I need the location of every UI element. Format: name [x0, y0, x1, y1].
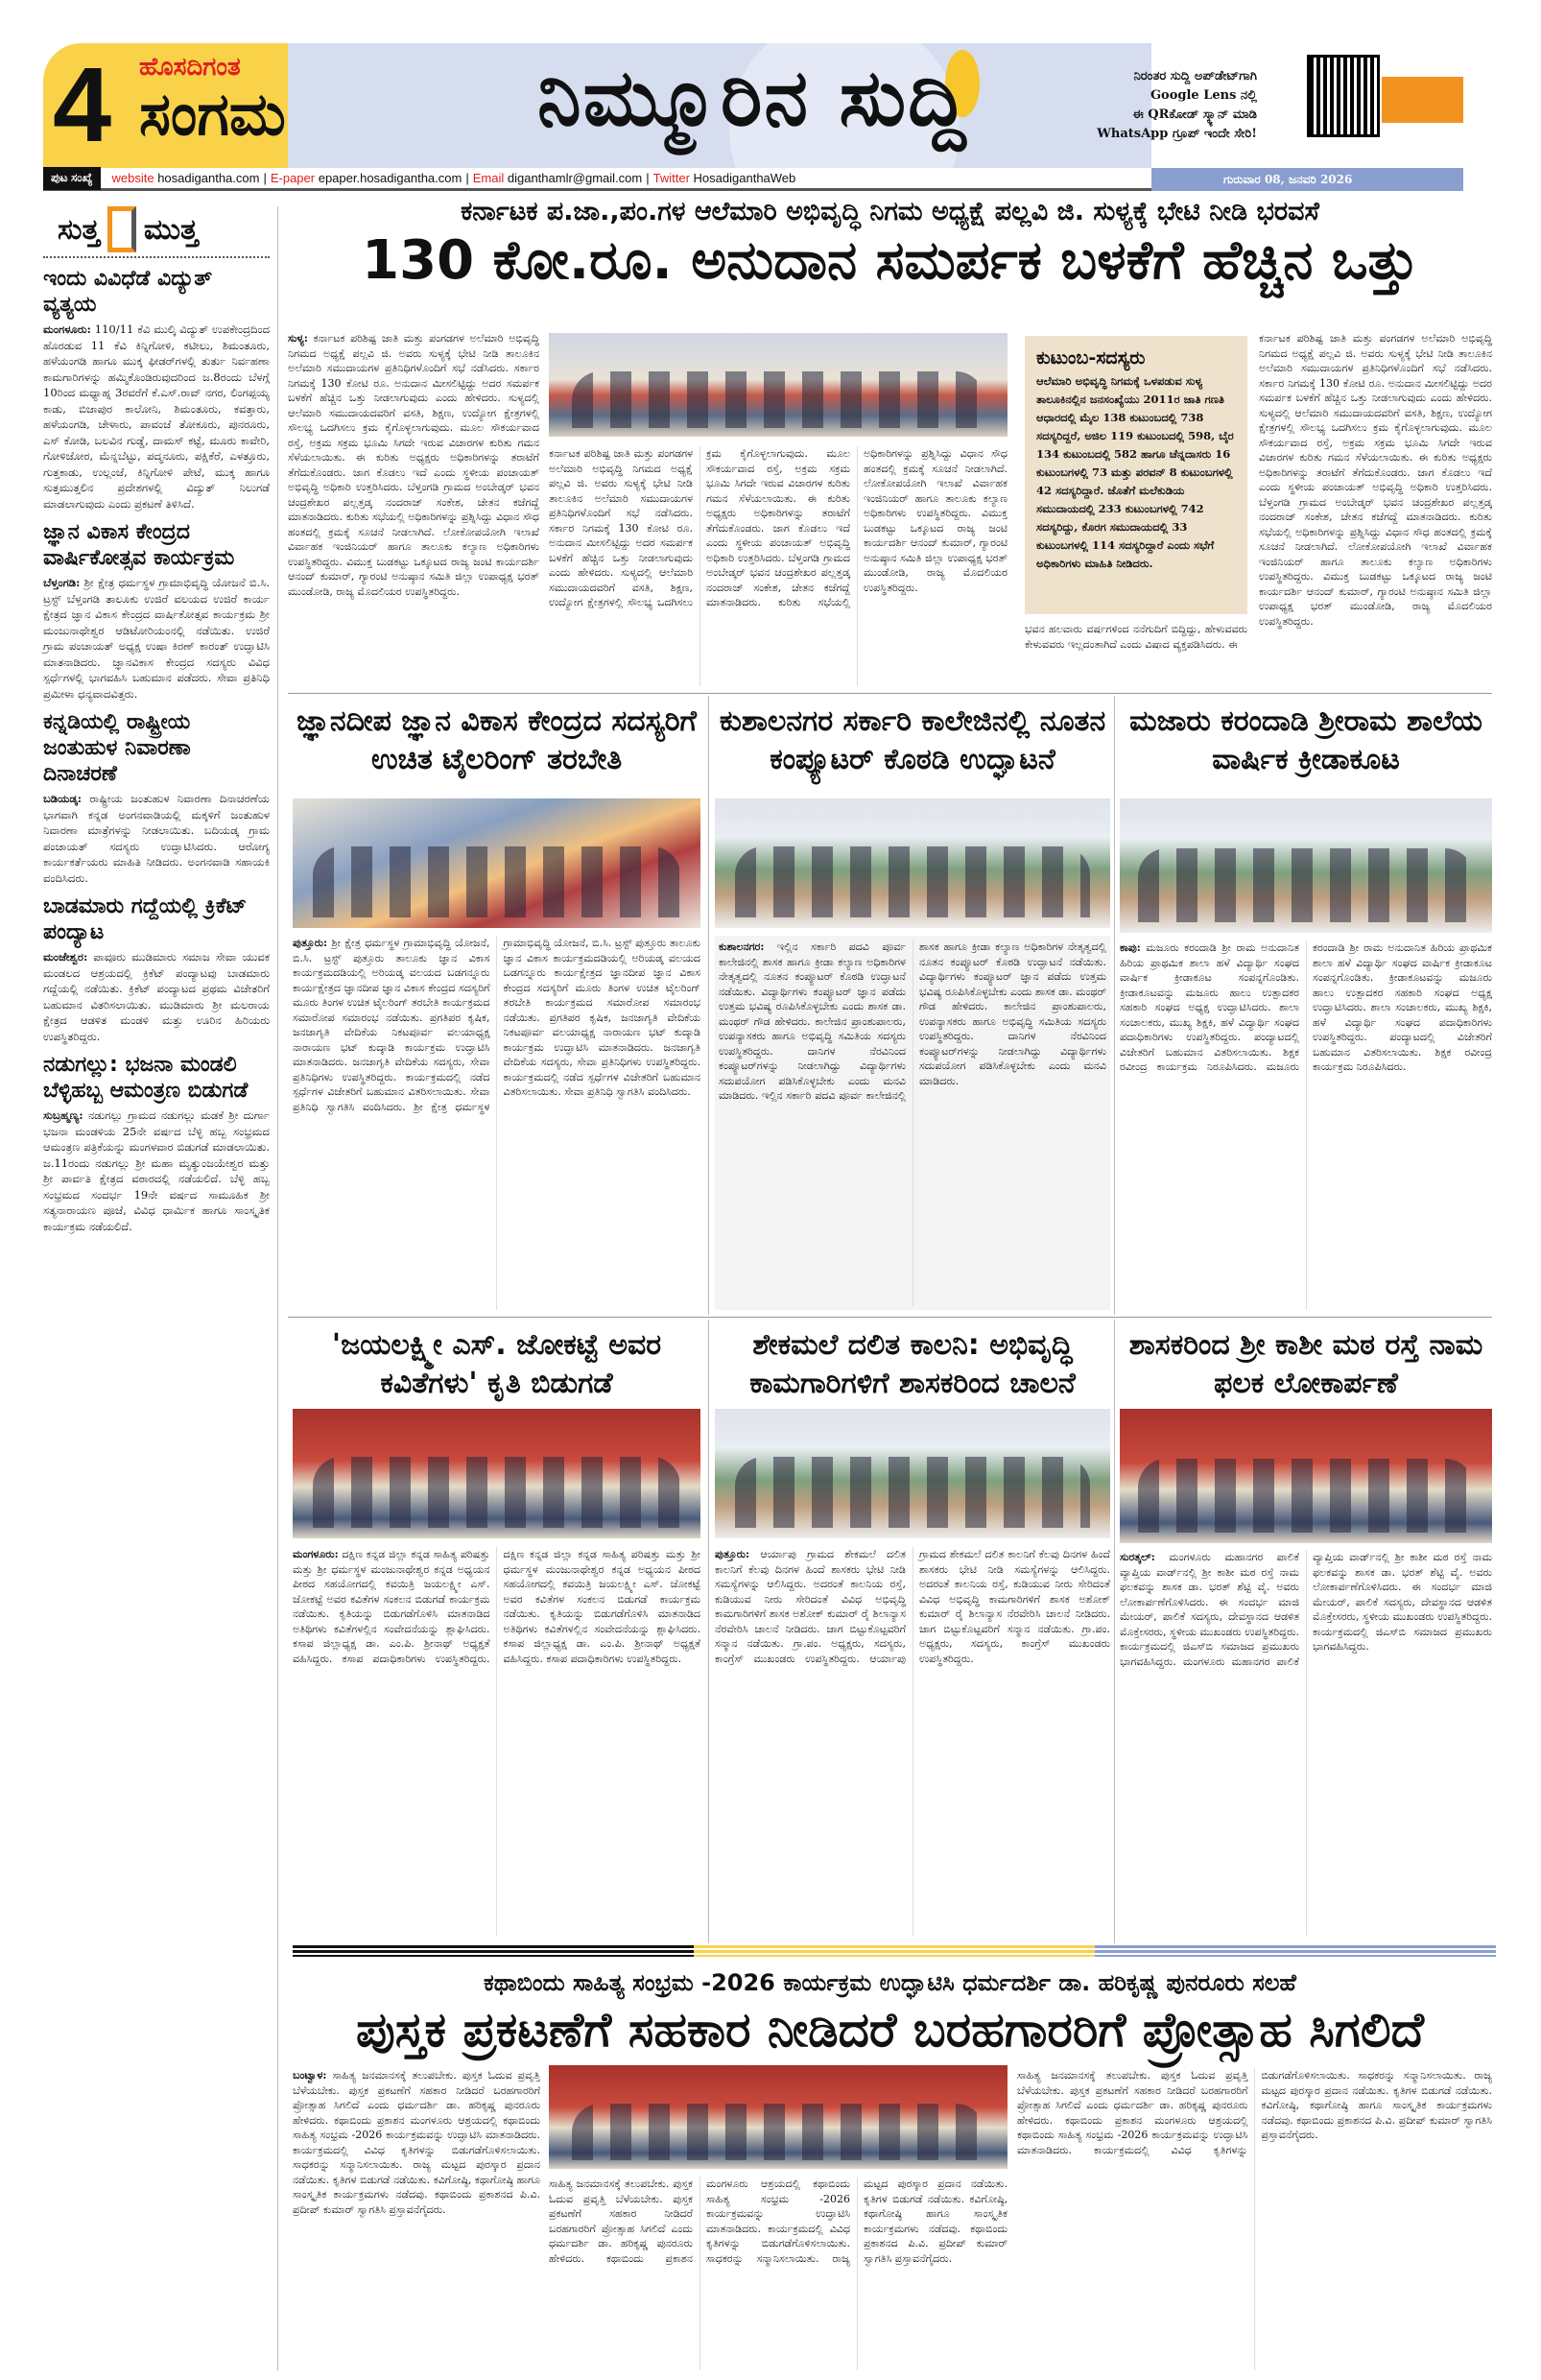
divider	[708, 1320, 709, 1943]
lead-story-last-column	[1259, 331, 1492, 686]
bottom-text-continued: ಸಾಹಿತ್ಯ ಜನಮಾನಸಕ್ಕೆ ತಲುಪಬೇಕು. ಪುಸ್ತಕ ಓದುವ ಪ್ರವೃತ್ತಿ ಬೆಳೆಯಬೇಕು. ಪುಸ್ತಕ ಪ್ರಕಟಣೆಗೆ ಸಹಕಾರ ನೀಡಿದರೆ ಬರಹಗಾರರಿಗೆ ಪ್ರೋತ್ಸಾಹ ಸಿಗಲಿದೆ ಎಂದು ಧರ್ಮದರ್ಶಿ ಡಾ. ಹರಿಕೃಷ್ಣ ಪುನರೂರು ಹೇಳಿದರು. ಕಥಾಬಿಂದು ಪ್ರಕಾಶನ ಮಂಗಳೂರು ಆಶ್ರಯದಲ್ಲಿ ಕಥಾಬಿಂದು ಸಾಹಿತ್ಯ ಸಂಭ್ರಮ -2026 ಕಾರ್ಯಕ್ರಮವನ್ನು ಉದ್ಘಾಟಿಸಿ ಮಾತನಾಡಿದರು. ಕಾರ್ಯಕ್ರಮದಲ್ಲಿ ವಿವಿಧ ಕೃತಿಗಳನ್ನು ಬಿಡುಗಡೆಗೊಳಿಸಲಾಯಿತು. ಸಾಧಕರನ್ನು ಸನ್ಮಾನಿಸಲಾಯಿತು. ರಾಜ್ಯ ಮಟ್ಟದ ಪುರಸ್ಕಾರ ಪ್ರದಾನ ನಡೆಯಿತು. ಕೃತಿಗಳ ಬಿಡುಗಡೆ ನಡೆಯಿತು. ಕವಿಗೋಷ್ಠಿ, ಕಥಾಗೋಷ್ಠಿ ಹಾಗೂ ಸಾಂಸ್ಕೃತಿಕ ಕಾರ್ಯಕ್ರಮಗಳು ನಡೆದವು. ಕಥಾಬಿಂದು ಪ್ರಕಾಶನದ ಪಿ.ವಿ. ಪ್ರದೀಪ್ ಕುಮಾರ್ ಸ್ವಾಗತಿಸಿ ಪ್ರಸ್ತಾವನೆಗೈದರು.	[549, 2178, 1008, 2265]
bottom-story-body-continued	[549, 2177, 1008, 2370]
story-body	[293, 1547, 700, 1936]
story-photo	[1120, 798, 1492, 933]
divider	[288, 693, 1492, 694]
divider	[1114, 696, 1115, 1315]
story-text-continued: ದಕ್ಷಿಣ ಕನ್ನಡ ಜಿಲ್ಲಾ ಕನ್ನಡ ಸಾಹಿತ್ಯ ಪರಿಷತ್ತು ಮತ್ತು ಶ್ರೀ ಧರ್ಮಸ್ಥಳ ಮಂಜುನಾಥೇಶ್ವರ ಕನ್ನಡ ಅಧ್ಯಯನ ಪೀಠದ ಸಹಯೋಗದಲ್ಲಿ ಕವಯಿತ್ರಿ ಜಯಲಕ್ಷ್ಮೀ ಎಸ್. ಜೋಕಟ್ಟೆ ಅವರ ಕವಿತೆಗಳ ಸಂಕಲನ ಬಿಡುಗಡೆ ಕಾರ್ಯಕ್ರಮ ನಡೆಯಿತು. ಕೃತಿಯನ್ನು ಬಿಡುಗಡೆಗೊಳಿಸಿ ಮಾತನಾಡಿದ ಅತಿಥಿಗಳು ಕವಿತೆಗಳಲ್ಲಿನ ಸಂವೇದನೆಯನ್ನು ಶ್ಲಾಘಿಸಿದರು. ಕಸಾಪ ಜಿಲ್ಲಾಧ್ಯಕ್ಷ ಡಾ. ಎಂ.ಪಿ. ಶ್ರೀನಾಥ್ ಅಧ್ಯಕ್ಷತೆ ವಹಿಸಿದ್ದರು. ಕಸಾಪ ಪದಾಧಿಕಾರಿಗಳು ಉಪಸ್ಥಿತರಿದ್ದರು.	[503, 1548, 700, 1665]
lead-text: ಕರ್ನಾಟಕ ಪರಿಶಿಷ್ಟ ಜಾತಿ ಮತ್ತು ಪಂಗಡಗಳ ಅಲೆಮಾರಿ ಅಭಿವೃದ್ಧಿ ನಿಗಮದ ಅಧ್ಯಕ್ಷೆ ಪಲ್ಲವಿ ಜಿ. ಅವರು ಸುಳ್ಯಕ್ಕೆ ಭೇಟಿ ನೀಡಿ ತಾಲೂಕಿನ ಅಲೆಮಾರಿ ಸಮುದಾಯಗಳ ಪ್ರತಿನಿಧಿಗಳೊಂದಿಗೆ ಸಭೆ ನಡೆಸಿದರು. ಸರ್ಕಾರ ನಿಗಮಕ್ಕೆ 130 ಕೋಟಿ ರೂ. ಅನುದಾನ ಮೀಸಲಿಟ್ಟಿದ್ದು ಅದರ ಸಮರ್ಪಕ ಬಳಕೆಗೆ ಹೆಚ್ಚಿನ ಒತ್ತು ನೀಡಲಾಗುವುದು ಎಂದು ಹೇಳಿದರು. ಸುಳ್ಯದಲ್ಲಿ ಆಲೆಮಾರಿ ಸಮುದಾಯದವರಿಗೆ ವಸತಿ, ಶಿಕ್ಷಣ, ಉದ್ಯೋಗ ಕ್ಷೇತ್ರಗಳಲ್ಲಿ ಸೌಲಭ್ಯ ಒದಗಿಸಲು ಕ್ರಮ ಕೈಗೊಳ್ಳಲಾಗುವುದು. ಮೂಲ ಸೌಕರ್ಯವಾದ ರಸ್ತೆ, ಅಕ್ರಮ ಸಕ್ರಮ ಭೂಮಿ ಸಿಗದೇ ಇರುವ ವಿಚಾರಗಳ ಕುರಿತು ಗಮನ ಸೆಳೆಯಲಾಯಿತು. ಈ ಕುರಿತು ಅಧ್ಯಕ್ಷರು ಅಧಿಕಾರಿಗಳನ್ನು ತರಾಟೆಗೆ ತೆಗೆದುಕೊಂಡರು. ಜಾಗ ಕೊಡಲು ಇದೆ ಎಂದು ಸ್ಥಳೀಯ ಪಂಚಾಯತ್ ಅಭಿವೃದ್ಧಿ ಅಧಿಕಾರಿ ಉತ್ತರಿಸಿದರು. ಬೆಳ್ತಂಗಡಿ ಗ್ರಾಮದ ಅಂಬೇಡ್ಕರ್ ಭವನ ಚಂದ್ರಶೇಖರ ಪಲ್ಲತ್ತಡ್ಕ ನಂದರಾಜ್ ಸಂಕೇಶ, ಚೇತನ ಕಜೆಗದ್ದೆ ಮಾತನಾಡಿದರು. ಕುರಿತು ಸಭೆಯಲ್ಲಿ ಅಧಿಕಾರಿಗಳನ್ನು ಪ್ರಶ್ನಿಸಿದ್ದು ವಿಧಾನ ಸೌಧ ಹಂತದಲ್ಲಿ ಕ್ರಮಕ್ಕೆ ಸೂಚನೆ ನೀಡಲಾಗಿದೆ. ಲೋಕೋಪಯೋಗಿ ಇಲಾಖೆ ವಿರ್ವಾಹಕ ಇಂಜಿನಿಯರ್ ಹಾಗೂ ತಾಲೂಕು ಕಲ್ಯಾಣ ಅಧಿಕಾರಿಗಳು ಉಪಸ್ಥಿತರಿದ್ದರು. ವಿಮುಕ್ತ ಬುಡಕಟ್ಟು ಒಕ್ಕೂಟದ ರಾಜ್ಯ ಜಂಟಿ ಕಾರ್ಯದರ್ಶಿ ಆನಂದ್ ಕುಮಾರ್, ಗ್ಯಾರಂಟಿ ಅನುಷ್ಠಾನ ಸಮಿತಿ ಜಿಲ್ಲಾ ಉಪಾಧ್ಯಕ್ಷ ಭರತ್ ಮುಂಡೋಡಿ, ರಾಜ್ಯ ಮೊದಲಿಯರ ಉಪಸ್ಥಿತರಿದ್ದರು.	[288, 332, 539, 598]
story-headline: ಶೇಕಮಲೆ ದಲಿತ ಕಾಲನಿ: ಅಭಿವೃದ್ಧಿ ಕಾಮಗಾರಿಗಳಿಗೆ ಶಾಸಕರಿಂದ ಚಾಲನೆ	[749, 1328, 1076, 1400]
bottom-headline: ಪುಸ್ತಕ ಪ್ರಕಟಣೆಗೆ ಸಹಕಾರ ನೀಡಿದರೆ ಬರಹಗಾರರಿಗೆ ಪ್ರೋತ್ಸಾಹ ಸಿಗಲಿದೆ	[356, 2002, 1424, 2058]
stripe-yellow	[694, 1945, 1095, 1957]
family-members-box	[1025, 336, 1247, 614]
dateline: ಪುತ್ತೂರು:	[715, 1548, 750, 1560]
qr-line: ಈ QRಕೋಡ್ ಸ್ಕ್ಯಾನ್ ಮಾಡಿ	[1132, 107, 1257, 122]
dateline: ಸುಳ್ಯ:	[288, 332, 308, 345]
lead-story-body-continued	[549, 446, 1008, 686]
lead-text-continued: ಕರ್ನಾಟಕ ಪರಿಶಿಷ್ಟ ಜಾತಿ ಮತ್ತು ಪಂಗಡಗಳ ಅಲೆಮಾರಿ ಅಭಿವೃದ್ಧಿ ನಿಗಮದ ಅಧ್ಯಕ್ಷೆ ಪಲ್ಲವಿ ಜಿ. ಅವರು ಸುಳ್ಯಕ್ಕೆ ಭೇಟಿ ನೀಡಿ ತಾಲೂಕಿನ ಅಲೆಮಾರಿ ಸಮುದಾಯಗಳ ಪ್ರತಿನಿಧಿಗಳೊಂದಿಗೆ ಸಭೆ ನಡೆಸಿದರು. ಸರ್ಕಾರ ನಿಗಮಕ್ಕೆ 130 ಕೋಟಿ ರೂ. ಅನುದಾನ ಮೀಸಲಿಟ್ಟಿದ್ದು ಅದರ ಸಮರ್ಪಕ ಬಳಕೆಗೆ ಹೆಚ್ಚಿನ ಒತ್ತು ನೀಡಲಾಗುವುದು ಎಂದು ಹೇಳಿದರು. ಸುಳ್ಯದಲ್ಲಿ ಆಲೆಮಾರಿ ಸಮುದಾಯದವರಿಗೆ ವಸತಿ, ಶಿಕ್ಷಣ, ಉದ್ಯೋಗ ಕ್ಷೇತ್ರಗಳಲ್ಲಿ ಸೌಲಭ್ಯ ಒದಗಿಸಲು ಕ್ರಮ ಕೈಗೊಳ್ಳಲಾಗುವುದು. ಮೂಲ ಸೌಕರ್ಯವಾದ ರಸ್ತೆ, ಅಕ್ರಮ ಸಕ್ರಮ ಭೂಮಿ ಸಿಗದೇ ಇರುವ ವಿಚಾರಗಳ ಕುರಿತು ಗಮನ ಸೆಳೆಯಲಾಯಿತು. ಈ ಕುರಿತು ಅಧ್ಯಕ್ಷರು ಅಧಿಕಾರಿಗಳನ್ನು ತರಾಟೆಗೆ ತೆಗೆದುಕೊಂಡರು. ಜಾಗ ಕೊಡಲು ಇದೆ ಎಂದು ಸ್ಥಳೀಯ ಪಂಚಾಯತ್ ಅಭಿವೃದ್ಧಿ ಅಧಿಕಾರಿ ಉತ್ತರಿಸಿದರು. ಬೆಳ್ತಂಗಡಿ ಗ್ರಾಮದ ಅಂಬೇಡ್ಕರ್ ಭವನ ಚಂದ್ರಶೇಖರ ಪಲ್ಲತ್ತಡ್ಕ ನಂದರಾಜ್ ಸಂಕೇಶ, ಚೇತನ ಕಜೆಗದ್ದೆ ಮಾತನಾಡಿದರು. ಕುರಿತು ಸಭೆಯಲ್ಲಿ ಅಧಿಕಾರಿಗಳನ್ನು ಪ್ರಶ್ನಿಸಿದ್ದು ವಿಧಾನ ಸೌಧ ಹಂತದಲ್ಲಿ ಕ್ರಮಕ್ಕೆ ಸೂಚನೆ ನೀಡಲಾಗಿದೆ. ಲೋಕೋಪಯೋಗಿ ಇಲಾಖೆ ವಿರ್ವಾಹಕ ಇಂಜಿನಿಯರ್ ಹಾಗೂ ತಾಲೂಕು ಕಲ್ಯಾಣ ಅಧಿಕಾರಿಗಳು ಉಪಸ್ಥಿತರಿದ್ದರು. ವಿಮುಕ್ತ ಬುಡಕಟ್ಟು ಒಕ್ಕೂಟದ ರಾಜ್ಯ ಜಂಟಿ ಕಾರ್ಯದರ್ಶಿ ಆನಂದ್ ಕುಮಾರ್, ಗ್ಯಾರಂಟಿ ಅನುಷ್ಠಾನ ಸಮಿತಿ ಜಿಲ್ಲಾ ಉಪಾಧ್ಯಕ್ಷ ಭರತ್ ಮುಂಡೋಡಿ, ರಾಜ್ಯ ಮೊದಲಿಯರ ಉಪಸ್ಥಿತರಿದ್ದರು.	[1259, 332, 1492, 628]
lead-kicker: ಕರ್ನಾಟಕ ಪ.ಜಾ.,ಪಂ.ಗಳ ಆಲೆಮಾರಿ ಅಭಿವೃದ್ಧಿ ನಿಗಮ ಅಧ್ಯಕ್ಷೆ ಪಲ್ಲವಿ ಜಿ. ಸುಳ್ಯಕ್ಕೆ ಭೇಟಿ ನೀಡಿ ಭರವಸೆ	[461, 197, 1319, 226]
box-title: ಕುಟುಂಬ-ಸದಸ್ಯರು	[1036, 347, 1146, 369]
brief-story	[43, 893, 270, 1044]
stripe-black	[293, 1945, 694, 1957]
dateline: ಬಂಟ್ವಾಳ:	[293, 2069, 327, 2082]
lead-headline: 130 ಕೋ.ರೂ. ಅನುದಾನ ಸಮರ್ಪಕ ಬಳಕೆಗೆ ಹೆಚ್ಚಿನ ಒತ್ತು	[362, 229, 1418, 292]
brief-text: 110/11 ಕೆವಿ ಮುಲ್ಕಿ ವಿದ್ಯುತ್ ಉಪಕೇಂದ್ರದಿಂದ ಹೊರಡುವ 11 ಕೆವಿ ಕಿನ್ನಿಗೋಳಿ, ಕಟೀಲು, ಶಿಮಂತೂರು, ಹಳೆಯಂಗಡಿ ಹಾಗೂ ಮುಕ್ಕ ಫೀಡರ್‌ಗಳಲ್ಲಿ ತುರ್ತು ನಿರ್ವಹಣಾ ಕಾಮಗಾರಿಗಳನ್ನು ಹಮ್ಮಿಕೊಂಡಿರುವುದರಿಂದ ಜ.8ರಂದು ಬೆಳಗ್ಗೆ 10ರಿಂದ ಮಧ್ಯಾಹ್ನ 3ರವರೆಗೆ ಕೆ.ಎಸ್.ರಾವ್ ನಗರ, ಲಿಂಗಪ್ಪಯ್ಯ ಕಾಡು, ಬಿಜಾಪುರ ಕಾಲೋನಿ, ಶಿಮಂತೂರು, ಕವತ್ತಾರು, ಹಳೆಯಂಗಡಿ, ಚೇಳಾರು, ಪಾವಂಜೆ ತೋಕೂರು, ಪುನರೂರು, ಎಸ್ ಕೋಡಿ, ಬಲವಿನ ಗುಡ್ಡೆ, ದಾಮಸ್ ಕಟ್ಟೆ, ಮೂರು ಕಾವೇರಿ, ಗೋಳಿಜೋರ, ಮೆನ್ನಬೆಟ್ಟು, ಪದ್ಮನೂರು, ಪಕ್ಷಿಕೆರೆ, ಎಳತ್ತೂರು, ಗುತ್ತಕಾಡು, ಉಲ್ಲಂಜೆ, ಕಿನ್ನಿಗೋಳಿ ಪೇಟೆ, ಮುಕ್ಕ ಹಾಗೂ ಸುತ್ತಮುತ್ತಲಿನ ಪ್ರದೇಶಗಳಲ್ಲಿ ವಿದ್ಯುತ್ ನಿಲುಗಡೆ ಮಾಡಲಾಗುವುದು ಎಂದು ಪ್ರಕಟಣೆ ತಿಳಿಸಿದೆ.	[43, 322, 271, 511]
story-body	[715, 936, 1110, 1310]
qr-line: Google Lens ನಲ್ಲಿ	[1150, 88, 1257, 103]
bottom-story-body	[293, 2068, 540, 2370]
story-body	[1120, 940, 1492, 1310]
story-text: ಇಲ್ಲಿನ ಸರ್ಕಾರಿ ಪದವಿ ಪೂರ್ವ ಕಾಲೇಜಿನಲ್ಲಿ ಶಾಸಕ ಹಾಗೂ ಕ್ರೀಡಾ ಕಲ್ಯಾಣ ಅಧಿಕಾರಿಗಳ ನೇತೃತ್ವದಲ್ಲಿ ನೂತನ ಕಂಪ್ಯೂಟರ್ ಕೊಠಡಿ ಉದ್ಘಾಟನೆ ನಡೆಯಿತು. ವಿದ್ಯಾರ್ಥಿಗಳು ಕಂಪ್ಯೂಟರ್ ಜ್ಞಾನ ಪಡೆದು ಉತ್ತಮ ಭವಿಷ್ಯ ರೂಪಿಸಿಕೊಳ್ಳಬೇಕು ಎಂದು ಶಾಸಕ ಡಾ. ಮಂಥರ್ ಗೌಡ ಹೇಳಿದರು. ಕಾಲೇಜಿನ ಪ್ರಾಂಶುಪಾಲರು, ಉಪನ್ಯಾಸಕರು ಹಾಗೂ ಅಭಿವೃದ್ಧಿ ಸಮಿತಿಯ ಸದಸ್ಯರು ಉಪಸ್ಥಿತರಿದ್ದರು. ದಾನಿಗಳ ನೆರವಿನಿಂದ ಕಂಪ್ಯೂಟರ್‌ಗಳನ್ನು ನೀಡಲಾಗಿದ್ದು ವಿದ್ಯಾರ್ಥಿಗಳು ಸದುಪಯೋಗ ಪಡಿಸಿಕೊಳ್ಳಬೇಕು ಎಂದು ಮನವಿ ಮಾಡಿದರು.	[719, 940, 906, 1102]
left-column	[43, 206, 278, 2370]
brief-text: ಪಾವೂರು ಮುಡಿಮಾರು ಸಮಾಜ ಸೇವಾ ಯುವಕ ಮಂಡಲದ ಆಶ್ರಯದಲ್ಲಿ ಕ್ರಿಕೆಟ್ ಪಂದ್ಯಾಟವು ಬಾಡಮಾರು ಗದ್ದೆಯಲ್ಲಿ ನಡೆಯಿತು. ಕ್ರಿಕೆಟ್ ಪಂದ್ಯಾಟದ ಪ್ರಥಮ ವಿಜೇತರಿಗೆ ಬಹುಮಾನ ವಿತರಿಸಲಾಯಿತು. ಮುಡಿಮಾರು ಶ್ರೀ ಮಲರಾಯ ಕ್ಷೇತ್ರದ ಆಡಳಿತ ಮಂಡಳಿ ಮತ್ತು ಊರಿನ ಹಿರಿಯರು ಉಪಸ್ಥಿತರಿದ್ದರು.	[43, 950, 270, 1043]
dateline: ಬೆಳ್ತಂಗಡಿ:	[43, 576, 81, 589]
divider	[288, 1317, 1492, 1318]
story-text-continued: ಶ್ರೀ ಕ್ಷೇತ್ರ ಧರ್ಮಸ್ಥಳ ಗ್ರಾಮಾಭಿವೃದ್ಧಿ ಯೋಜನೆ, ಬಿ.ಸಿ. ಟ್ರಸ್ಟ್ ಪುತ್ತೂರು ತಾಲೂಕು ಜ್ಞಾನ ವಿಕಾಸ ಕಾರ್ಯಕ್ರಮದಡಿಯಲ್ಲಿ ಅರಿಯಡ್ಕ ವಲಯದ ಬಡಗನ್ನೂರು ಕಾರ್ಯಕ್ಷೇತ್ರದ ಜ್ಞಾನದೀಪ ಜ್ಞಾನ ವಿಕಾಸ ಕೇಂದ್ರದ ಸದಸ್ಯರಿಗೆ ಮೂರು ತಿಂಗಳ ಉಚಿತ ಟೈಲರಿಂಗ್ ತರಬೇತಿ ಕಾರ್ಯಕ್ರಮದ ಸಮಾರೋಪ ಸಮಾರಂಭ ನಡೆಯಿತು. ಪ್ರಗತಿಪರ ಕೃಷಿಕ, ಜನಜಾಗೃತಿ ವೇದಿಕೆಯ ನಿಕಟಪೂರ್ವ ವಲಯಾಧ್ಯಕ್ಷ ನಾರಾಯಣ ಭಟ್ ಕುದ್ಕಾಡಿ ಕಾರ್ಯಕ್ರಮ ಉದ್ಘಾಟಿಸಿ ಮಾತನಾಡಿದರು. ಜನಜಾಗೃತಿ ವೇದಿಕೆಯ ಸದಸ್ಯರು, ಸೇವಾ ಪ್ರತಿನಿಧಿಗಳು ಉಪಸ್ಥಿತರಿದ್ದರು. ಕಾರ್ಯಕ್ರಮದಲ್ಲಿ ನಡೆದ ಸ್ಪರ್ಧೆಗಳ ವಿಜೇತರಿಗೆ ಬಹುಮಾನ ವಿತರಿಸಲಾಯಿತು. ಸೇವಾ ಪ್ರತಿನಿಧಿ ಸ್ವಾಗತಿಸಿ ವಂದಿಸಿದರು.	[414, 937, 700, 1113]
issue-date: ಗುರುವಾರ 08, ಜನವರಿ 2026	[1151, 168, 1463, 191]
story-text-continued: ಆರ್ಯಾಪು ಗ್ರಾಮದ ಶೇಕಮಲೆ ದಲಿತ ಕಾಲನಿಗೆ ಕೆಲವು ದಿನಗಳ ಹಿಂದೆ ಶಾಸಕರು ಭೇಟಿ ನೀಡಿ ಸಮಸ್ಯೆಗಳನ್ನು ಆಲಿಸಿದ್ದರು. ಅದರಂತೆ ಕಾಲನಿಯ ರಸ್ತೆ, ಕುಡಿಯುವ ನೀರು ಸೇರಿದಂತೆ ವಿವಿಧ ಅಭಿವೃದ್ಧಿ ಕಾಮಗಾರಿಗಳಿಗೆ ಶಾಸಕ ಅಶೋಕ್ ಕುಮಾರ್ ರೈ ಶಿಲಾನ್ಯಾಸ ನೆರವೇರಿಸಿ ಚಾಲನೆ ನೀಡಿದರು. ಜಾಗ ಬಿಟ್ಟುಕೊಟ್ಟವರಿಗೆ ಸನ್ಮಾನ ನಡೆಯಿತು. ಗ್ರಾ.ಪಂ. ಅಧ್ಯಕ್ಷರು, ಸದಸ್ಯರು, ಕಾಂಗ್ರೆಸ್ ಮುಖಂಡರು ಉಪಸ್ಥಿತರಿದ್ದರು.	[869, 1548, 1110, 1665]
page-number: 4	[53, 46, 112, 164]
story-text-continued: ಇಲ್ಲಿನ ಸರ್ಕಾರಿ ಪದವಿ ಪೂರ್ವ ಕಾಲೇಜಿನಲ್ಲಿ ಶಾಸಕ ಹಾಗೂ ಕ್ರೀಡಾ ಕಲ್ಯಾಣ ಅಧಿಕಾರಿಗಳ ನೇತೃತ್ವದಲ್ಲಿ ನೂತನ ಕಂಪ್ಯೂಟರ್ ಕೊಠಡಿ ಉದ್ಘಾಟನೆ ನಡೆಯಿತು. ವಿದ್ಯಾರ್ಥಿಗಳು ಕಂಪ್ಯೂಟರ್ ಜ್ಞಾನ ಪಡೆದು ಉತ್ತಮ ಭವಿಷ್ಯ ರೂಪಿಸಿಕೊಳ್ಳಬೇಕು ಎಂದು ಶಾಸಕ ಡಾ. ಮಂಥರ್ ಗೌಡ ಹೇಳಿದರು. ಕಾಲೇಜಿನ ಪ್ರಾಂಶುಪಾಲರು, ಉಪನ್ಯಾಸಕರು ಹಾಗೂ ಅಭಿವೃದ್ಧಿ ಸಮಿತಿಯ ಸದಸ್ಯರು ಉಪಸ್ಥಿತರಿದ್ದರು. ದಾನಿಗಳ ನೆರವಿನಿಂದ ಕಂಪ್ಯೂಟರ್‌ಗಳನ್ನು ನೀಡಲಾಗಿದ್ದು ವಿದ್ಯಾರ್ಥಿಗಳು ಸದುಪಯೋಗ ಪಡಿಸಿಕೊಳ್ಳಬೇಕು ಎಂದು ಮನವಿ ಮಾಡಿದರು.	[761, 940, 1106, 1102]
qr-line: WhatsApp ಗ್ರೂಪ್ ಇಂದೇ ಸೇರಿ!	[1097, 127, 1257, 141]
dateline: ಮಂಜೇಶ್ವರ:	[43, 950, 88, 964]
bottom-story-body-right	[1017, 2068, 1492, 2370]
qr-code-icon[interactable]	[1310, 58, 1377, 134]
section-word: ಸುತ್ತ	[58, 212, 100, 247]
brief-story	[43, 519, 270, 702]
lead-text-continued: ಕರ್ನಾಟಕ ಪರಿಶಿಷ್ಟ ಜಾತಿ ಮತ್ತು ಪಂಗಡಗಳ ಅಲೆಮಾರಿ ಅಭಿವೃದ್ಧಿ ನಿಗಮದ ಅಧ್ಯಕ್ಷೆ ಪಲ್ಲವಿ ಜಿ. ಅವರು ಸುಳ್ಯಕ್ಕೆ ಭೇಟಿ ನೀಡಿ ತಾಲೂಕಿನ ಅಲೆಮಾರಿ ಸಮುದಾಯಗಳ ಪ್ರತಿನಿಧಿಗಳೊಂದಿಗೆ ಸಭೆ ನಡೆಸಿದರು. ಸರ್ಕಾರ ನಿಗಮಕ್ಕೆ 130 ಕೋಟಿ ರೂ. ಅನುದಾನ ಮೀಸಲಿಟ್ಟಿದ್ದು ಅದರ ಸಮರ್ಪಕ ಬಳಕೆಗೆ ಹೆಚ್ಚಿನ ಒತ್ತು ನೀಡಲಾಗುವುದು ಎಂದು ಹೇಳಿದರು. ಸುಳ್ಯದಲ್ಲಿ ಆಲೆಮಾರಿ ಸಮುದಾಯದವರಿಗೆ ವಸತಿ, ಶಿಕ್ಷಣ, ಉದ್ಯೋಗ ಕ್ಷೇತ್ರಗಳಲ್ಲಿ ಸೌಲಭ್ಯ ಒದಗಿಸಲು ಕ್ರಮ ಕೈಗೊಳ್ಳಲಾಗುವುದು. ಮೂಲ ಸೌಕರ್ಯವಾದ ರಸ್ತೆ, ಅಕ್ರಮ ಸಕ್ರಮ ಭೂಮಿ ಸಿಗದೇ ಇರುವ ವಿಚಾರಗಳ ಕುರಿತು ಗಮನ ಸೆಳೆಯಲಾಯಿತು. ಈ ಕುರಿತು ಅಧ್ಯಕ್ಷರು ಅಧಿಕಾರಿಗಳನ್ನು ತರಾಟೆಗೆ ತೆಗೆದುಕೊಂಡರು. ಜಾಗ ಕೊಡಲು ಇದೆ ಎಂದು ಸ್ಥಳೀಯ ಪಂಚಾಯತ್ ಅಭಿವೃದ್ಧಿ ಅಧಿಕಾರಿ ಉತ್ತರಿಸಿದರು. ಬೆಳ್ತಂಗಡಿ ಗ್ರಾಮದ ಅಂಬೇಡ್ಕರ್ ಭವನ ಚಂದ್ರಶೇಖರ ಪಲ್ಲತ್ತಡ್ಕ ನಂದರಾಜ್ ಸಂಕೇಶ, ಚೇತನ ಕಜೆಗದ್ದೆ ಮಾತನಾಡಿದರು. ಕುರಿತು ಸಭೆಯಲ್ಲಿ ಅಧಿಕಾರಿಗಳನ್ನು ಪ್ರಶ್ನಿಸಿದ್ದು ವಿಧಾನ ಸೌಧ ಹಂತದಲ್ಲಿ ಕ್ರಮಕ್ಕೆ ಸೂಚನೆ ನೀಡಲಾಗಿದೆ. ಲೋಕೋಪಯೋಗಿ ಇಲಾಖೆ ವಿರ್ವಾಹಕ ಇಂಜಿನಿಯರ್ ಹಾಗೂ ತಾಲೂಕು ಕಲ್ಯಾಣ ಅಧಿಕಾರಿಗಳು ಉಪಸ್ಥಿತರಿದ್ದರು. ವಿಮುಕ್ತ ಬುಡಕಟ್ಟು ಒಕ್ಕೂಟದ ರಾಜ್ಯ ಜಂಟಿ ಕಾರ್ಯದರ್ಶಿ ಆನಂದ್ ಕುಮಾರ್, ಗ್ಯಾರಂಟಿ ಅನುಷ್ಠಾನ ಸಮಿತಿ ಜಿಲ್ಲಾ ಉಪಾಧ್ಯಕ್ಷ ಭರತ್ ಮುಂಡೋಡಿ, ರಾಜ್ಯ ಮೊದಲಿಯರ ಉಪಸ್ಥಿತರಿದ್ದರು.	[549, 447, 1008, 608]
story-body	[293, 936, 700, 1310]
story-text: ಮಜೂರು ಕರಂದಾಡಿ ಶ್ರೀ ರಾಮ ಅನುದಾನಿತ ಹಿರಿಯ ಪ್ರಾಥಮಿಕ ಶಾಲಾ ಹಳೆ ವಿದ್ಯಾರ್ಥಿ ಸಂಘದ ವಾರ್ಷಿಕ ಕ್ರೀಡಾಕೂಟ ಸಂಪನ್ನಗೊಂಡಿತು. ಕ್ರೀಡಾಕೂಟವನ್ನು ಮಜೂರು ಹಾಲು ಉತ್ಪಾದಕರ ಸಹಕಾರಿ ಸಂಘದ ಅಧ್ಯಕ್ಷ ಉದ್ಘಾಟಿಸಿದರು. ಶಾಲಾ ಸಂಚಾಲಕರು, ಮುಖ್ಯ ಶಿಕ್ಷಕಿ, ಹಳೆ ವಿದ್ಯಾರ್ಥಿ ಸಂಘದ ಪದಾಧಿಕಾರಿಗಳು ಉಪಸ್ಥಿತರಿದ್ದರು. ಪಂದ್ಯಾಟದಲ್ಲಿ ವಿಜೇತರಿಗೆ ಬಹುಮಾನ ವಿತರಿಸಲಾಯಿತು. ಶಿಕ್ಷಕ ರವೀಂದ್ರ ಕಾರ್ಯಕ್ರಮ ನಿರೂಪಿಸಿದರು.	[1120, 941, 1299, 1073]
brief-story	[43, 266, 270, 512]
link-epaper[interactable]: E-paper epaper.hosadigantha.com	[270, 171, 462, 185]
story-photo	[293, 798, 700, 928]
lead-story-headlines	[288, 197, 1492, 295]
story-headline: ಜ್ಞಾನದೀಪ ಜ್ಞಾನ ವಿಕಾಸ ಕೇಂದ್ರದ ಸದಸ್ಯರಿಗೆ ಉಚಿತ ಟೈಲರಿಂಗ್ ತರಬೇತಿ	[296, 704, 697, 776]
dateline: ಕಾಪು:	[1120, 941, 1141, 954]
story-photo	[293, 1409, 700, 1538]
divider	[708, 696, 709, 1315]
story-photo	[715, 1409, 1110, 1538]
box-text: ಆಲೆಮಾರಿ ಅಭಿವೃದ್ಧಿ ನಿಗಮಕ್ಕೆ ಒಳಪಡುವ ಸುಳ್ಯ ತಾಲೂಕಿನಲ್ಲಿನ ಜನಸಂಖ್ಯೆಯು 2011ರ ಜಾತಿ ಗಣತಿ ಆಧಾರದಲ್ಲಿ ಮೈಲ 138 ಕುಟುಂಬದಲ್ಲಿ 738 ಸದಸ್ಯರಿದ್ದರೆ, ಅಜಿಲ 119 ಕುಟುಂಬದಲ್ಲಿ 598, ಬೈರ 134 ಕುಟುಂಬದಲ್ಲಿ 582 ಹಾಗೂ ಚೆನ್ನದಾಸರು 16 ಕುಟುಂಬಗಳಲ್ಲಿ 73 ಮತ್ತು ಪರವನ್ 8 ಕುಟುಂಬಗಳಲ್ಲಿ 42 ಸದಸ್ಯರಿದ್ದಾರೆ. ಜೊತೆಗೆ ಮಲೆಕುಡಿಯ ಸಮುದಾಯದಲ್ಲಿ 233 ಕುಟುಂಬಗಳಲ್ಲಿ 742 ಸದಸ್ಯರಿದ್ದು, ಕೊರಗ ಸಮುದಾಯದಲ್ಲಿ 33 ಕುಟುಂಬಗಳಲ್ಲಿ 114 ಸದಸ್ಯರಿದ್ದಾರೆ ಎಂದು ಸಭೆಗೆ ಅಧಿಕಾರಿಗಳು ಮಾಹಿತಿ ನೀಡಿದರು.	[1036, 374, 1234, 570]
story-headline: ಮಜಾರು ಕರಂದಾಡಿ ಶ್ರೀರಾಮ ಶಾಲೆಯ ವಾರ್ಷಿಕ ಕ್ರೀಡಾಕೂಟ	[1129, 704, 1482, 776]
brief-headline: ಇಂದು ವಿವಿಧೆಡೆ ವಿದ್ಯುತ್ ವ್ಯತ್ಯಯ	[43, 267, 213, 317]
brief-text: ರಾಷ್ಟ್ರೀಯ ಜಂತುಹುಳ ನಿವಾರಣಾ ದಿನಾಚರಣೆಯ ಭಾಗವಾಗಿ ಕನ್ನಡ ಅಂಗನವಾಡಿಯಲ್ಲಿ ಮಕ್ಕಳಿಗೆ ಜಂತುಹುಳ ನಿವಾರಣಾ ಮಾತ್ರೆಗಳನ್ನು ನೀಡಲಾಯಿತು. ಬದಿಯಡ್ಕ ಗ್ರಾಮ ಪಂಚಾಯತ್ ಸದಸ್ಯರು ಉದ್ಘಾಟಿಸಿದರು. ಆರೋಗ್ಯ ಕಾರ್ಯಕರ್ತೆಯರು ಮಾಹಿತಿ ನೀಡಿದರು. ಅಂಗನವಾಡಿ ಸಹಾಯಕಿ ವಂದಿಸಿದರು.	[43, 792, 270, 885]
story-headline: ಕುಶಾಲನಗರ ಸರ್ಕಾರಿ ಕಾಲೇಜಿನಲ್ಲಿ ನೂತನ ಕಂಪ್ಯೂಟರ್ ಕೊಠಡಿ ಉದ್ಘಾಟನೆ	[719, 704, 1106, 776]
story-text: ದಕ್ಷಿಣ ಕನ್ನಡ ಜಿಲ್ಲಾ ಕನ್ನಡ ಸಾಹಿತ್ಯ ಪರಿಷತ್ತು ಮತ್ತು ಶ್ರೀ ಧರ್ಮಸ್ಥಳ ಮಂಜುನಾಥೇಶ್ವರ ಕನ್ನಡ ಅಧ್ಯಯನ ಪೀಠದ ಸಹಯೋಗದಲ್ಲಿ ಕವಯಿತ್ರಿ ಜಯಲಕ್ಷ್ಮೀ ಎಸ್. ಜೋಕಟ್ಟೆ ಅವರ ಕವಿತೆಗಳ ಸಂಕಲನ ಬಿಡುಗಡೆ ಕಾರ್ಯಕ್ರಮ ನಡೆಯಿತು. ಕೃತಿಯನ್ನು ಬಿಡುಗಡೆಗೊಳಿಸಿ ಮಾತನಾಡಿದ ಅತಿಥಿಗಳು ಕವಿತೆಗಳಲ್ಲಿನ ಸಂವೇದನೆಯನ್ನು ಶ್ಲಾಘಿಸಿದರು. ಕಸಾಪ ಜಿಲ್ಲಾಧ್ಯಕ್ಷ ಡಾ. ಎಂ.ಪಿ. ಶ್ರೀನಾಥ್ ಅಧ್ಯಕ್ಷತೆ ವಹಿಸಿದ್ದರು. ಕಸಾಪ ಪದಾಧಿಕಾರಿಗಳು ಉಪಸ್ಥಿತರಿದ್ದರು.	[293, 1548, 490, 1665]
brief-text: ಶ್ರೀ ಕ್ಷೇತ್ರ ಧರ್ಮಸ್ಥಳ ಗ್ರಾಮಾಭಿವೃದ್ಧಿ ಯೋಜನೆ ಬಿ.ಸಿ. ಟ್ರಸ್ಟ್ ಬೆಳ್ತಂಗಡಿ ತಾಲೂಕು ಉಜಿರೆ ವಲಯದ ಉಜಿರೆ ಕಾರ್ಯ ಕ್ಷೇತ್ರದ ಜ್ಞಾನ ವಿಕಾಸ ಕೇಂದ್ರದ ವಾರ್ಷಿಕೋತ್ಸವ ಕಾರ್ಯಕ್ರಮ ಶ್ರೀ ಮಂಜುನಾಥೇಶ್ವರ ಆಡಿಟೋರಿಯಂನಲ್ಲಿ ನಡೆಯಿತು. ಉಜಿರೆ ಗ್ರಾಮ ಪಂಚಾಯತ್ ಅಧ್ಯಕ್ಷ ಉಷಾ ಕಿರಣ್ ಕಾರಂತ್ ಉದ್ಘಾಟಿಸಿ ಮಾತನಾಡಿದರು. ಜ್ಞಾನವಿಕಾಸ ಕೇಂದ್ರದ ಸದಸ್ಯರು ವಿವಿಧ ಸ್ಪರ್ಧೆಗಳಲ್ಲಿ ಭಾಗವಹಿಸಿ ಬಹುಮಾನ ಪಡೆದರು. ಸೇವಾ ಪ್ರತಿನಿಧಿ ಪ್ರಮೀಳಾ ಧನ್ಯವಾದವಿತ್ತರು.	[43, 576, 270, 701]
orange-accent-bar	[1382, 77, 1463, 123]
story-text: ಶ್ರೀ ಕ್ಷೇತ್ರ ಧರ್ಮಸ್ಥಳ ಗ್ರಾಮಾಭಿವೃದ್ಧಿ ಯೋಜನೆ, ಬಿ.ಸಿ. ಟ್ರಸ್ಟ್ ಪುತ್ತೂರು ತಾಲೂಕು ಜ್ಞಾನ ವಿಕಾಸ ಕಾರ್ಯಕ್ರಮದಡಿಯಲ್ಲಿ ಅರಿಯಡ್ಕ ವಲಯದ ಬಡಗನ್ನೂರು ಕಾರ್ಯಕ್ಷೇತ್ರದ ಜ್ಞಾನದೀಪ ಜ್ಞಾನ ವಿಕಾಸ ಕೇಂದ್ರದ ಸದಸ್ಯರಿಗೆ ಮೂರು ತಿಂಗಳ ಉಚಿತ ಟೈಲರಿಂಗ್ ತರಬೇತಿ ಕಾರ್ಯಕ್ರಮದ ಸಮಾರೋಪ ಸಮಾರಂಭ ನಡೆಯಿತು. ಪ್ರಗತಿಪರ ಕೃಷಿಕ, ಜನಜಾಗೃತಿ ವೇದಿಕೆಯ ನಿಕಟಪೂರ್ವ ವಲಯಾಧ್ಯಕ್ಷ ನಾರಾಯಣ ಭಟ್ ಕುದ್ಕಾಡಿ ಕಾರ್ಯಕ್ರಮ ಉದ್ಘಾಟಿಸಿ ಮಾತನಾಡಿದರು. ಜನಜಾಗೃತಿ ವೇದಿಕೆಯ ಸದಸ್ಯರು, ಸೇವಾ ಪ್ರತಿನಿಧಿಗಳು ಉಪಸ್ಥಿತರಿದ್ದರು. ಕಾರ್ಯಕ್ರಮದಲ್ಲಿ ನಡೆದ ಸ್ಪರ್ಧೆಗಳ ವಿಜೇತರಿಗೆ ಬಹುಮಾನ ವಿತರಿಸಲಾಯಿತು. ಸೇವಾ ಪ್ರತಿನಿಧಿ ಸ್ವಾಗತಿಸಿ ವಂದಿಸಿದರು.	[293, 937, 490, 1113]
story-photo	[715, 798, 1110, 928]
divider	[1114, 1320, 1115, 1943]
bottom-kicker: ಕಥಾಬಿಂದು ಸಾಹಿತ್ಯ ಸಂಭ್ರಮ -2026 ಕಾರ್ಯಕ್ರಮ ಉದ್ಘಾಟಿಸಿ ಧರ್ಮದರ್ಶಿ ಡಾ. ಹರಿಕೃಷ್ಣ ಪುನರೂರು ಸಲಹೆ	[483, 1969, 1297, 1996]
brand-logo-small: ಹೊಸದಿಗಂತ	[139, 53, 241, 82]
story-headline: ಶಾಸಕರಿಂದ ಶ್ರೀ ಕಾಶೀ ಮಠ ರಸ್ತೆ ನಾಮ ಫಲಕ ಲೋಕಾರ್ಪಣೆ	[1128, 1328, 1483, 1400]
dateline: ಮಂಗಳೂರು:	[293, 1548, 339, 1560]
story-photo	[1120, 1409, 1492, 1543]
links-bar: ಪುಟ ಸಂಖ್ಯೆ website hosadigantha.com | E-paper epaper.hosadigantha.com | Email diganthamlr@gmail.com | Twitter HosadiganthaWeb	[43, 168, 1151, 191]
section-title: ನಿಮ್ಮೂರಿನ ಸುದ್ದಿ	[537, 53, 968, 144]
section-word: ಮುತ್ತ	[143, 212, 199, 247]
brief-headline: ಕನ್ನಡಿಯಲ್ಲಿ ರಾಷ್ಟ್ರೀಯ ಜಂತುಹುಳ ನಿವಾರಣಾ ದಿನಾಚರಣೆ	[43, 710, 191, 786]
brief-text: ನಡುಗಲ್ಲು ಗ್ರಾಮದ ನಡುಗಲ್ಲು ಮಡಕೆ ಶ್ರೀ ದುರ್ಗಾ ಭಜನಾ ಮಂಡಳಿಯ 25ನೇ ವರ್ಷದ ಬೆಳ್ಳಿ ಹಬ್ಬ ಸಂಭ್ರಮದ ಆಮಂತ್ರಣ ಪತ್ರಿಕೆಯನ್ನು ಮಂಗಳವಾರ ಬಿಡುಗಡೆ ಮಾಡಲಾಯಿತು. ಜ.11ರಂದು ನಡುಗಲ್ಲು ಶ್ರೀ ಮಹಾ ಮೃತ್ಯುಂಜಯೇಶ್ವರ ಮತ್ತು ಶ್ರೀ ಪಾರ್ವತಿ ಕ್ಷೇತ್ರದ ವಠಾರದಲ್ಲಿ ನಡೆಯಲಿದೆ. ಬೆಳ್ಳಿ ಹಬ್ಬ ಸಂಭ್ರಮದ ಸಂದರ್ಭ 19ನೇ ವರ್ಷದ ಸಾಮೂಹಿಕ ಶ್ರೀ ಸತ್ಯನಾರಾಯಣ ಪೂಜೆ, ವಿವಿಧ ಧಾರ್ಮಿಕ ಹಾಗೂ ಸಾಂಸ್ಕೃತಿಕ ಕಾರ್ಯಕ್ರಮ ನಡೆಯಲಿದೆ.	[43, 1108, 270, 1233]
dateline: ಬಡಿಯಡ್ಕ:	[43, 792, 83, 805]
story-text-continued: ಮಜೂರು ಕರಂದಾಡಿ ಶ್ರೀ ರಾಮ ಅನುದಾನಿತ ಹಿರಿಯ ಪ್ರಾಥಮಿಕ ಶಾಲಾ ಹಳೆ ವಿದ್ಯಾರ್ಥಿ ಸಂಘದ ವಾರ್ಷಿಕ ಕ್ರೀಡಾಕೂಟ ಸಂಪನ್ನಗೊಂಡಿತು. ಕ್ರೀಡಾಕೂಟವನ್ನು ಮಜೂರು ಹಾಲು ಉತ್ಪಾದಕರ ಸಹಕಾರಿ ಸಂಘದ ಅಧ್ಯಕ್ಷ ಉದ್ಘಾಟಿಸಿದರು. ಶಾಲಾ ಸಂಚಾಲಕರು, ಮುಖ್ಯ ಶಿಕ್ಷಕಿ, ಹಳೆ ವಿದ್ಯಾರ್ಥಿ ಸಂಘದ ಪದಾಧಿಕಾರಿಗಳು ಉಪಸ್ಥಿತರಿದ್ದರು. ಪಂದ್ಯಾಟದಲ್ಲಿ ವಿಜೇತರಿಗೆ ಬಹುಮಾನ ವಿತರಿಸಲಾಯಿತು. ಶಿಕ್ಷಕ ರವೀಂದ್ರ ಕಾರ್ಯಕ್ರಮ ನಿರೂಪಿಸಿದರು.	[1266, 941, 1492, 1073]
column-section-header	[43, 206, 270, 258]
brief-story	[43, 709, 270, 886]
dateline: ಸುಬ್ರಹ್ಮಣ್ಯ:	[43, 1108, 83, 1122]
link-email[interactable]: Email diganthamlr@gmail.com	[472, 171, 643, 185]
lead-photo	[549, 333, 1008, 437]
story-headline: 'ಜಯಲಕ್ಷ್ಮೀ ಎಸ್. ಜೋಕಟ್ಟೆ ಅವರ ಕವಿತೆಗಳು' ಕೃತಿ ಬಿಡುಗಡೆ	[331, 1328, 662, 1400]
qr-instructions	[1055, 67, 1257, 144]
brief-story	[43, 1052, 270, 1234]
story-text: ಮಂಗಳೂರು ಮಹಾನಗರ ಪಾಲಿಕೆ ವ್ಯಾಪ್ತಿಯ ವಾರ್ಡ್‌ನಲ್ಲಿ ಶ್ರೀ ಕಾಶೀ ಮಠ ರಸ್ತೆ ನಾಮ ಫಲಕವನ್ನು ಶಾಸಕ ಡಾ. ಭರತ್ ಶೆಟ್ಟಿ ವೈ. ಅವರು ಲೋಕಾರ್ಪಣೆಗೊಳಿಸಿದರು. ಈ ಸಂದರ್ಭ ಮಾಜಿ ಮೇಯರ್, ಪಾಲಿಕೆ ಸದಸ್ಯರು, ದೇವಸ್ಥಾನದ ಆಡಳಿತ ಮೊಕ್ತೇಸರರು, ಸ್ಥಳೀಯ ಮುಖಂಡರು ಉಪಸ್ಥಿತರಿದ್ದರು. ಕಾರ್ಯಕ್ರಮದಲ್ಲಿ ಜಿಎಸ್‌ಬಿ ಸಮಾಜದ ಪ್ರಮುಖರು ಭಾಗವಹಿಸಿದ್ದರು.	[1120, 1551, 1299, 1668]
qr-line: ನಿರಂತರ ಸುದ್ದಿ ಅಪ್‌ಡೇಟ್‌ಗಾಗಿ	[1133, 69, 1257, 83]
brief-headline: ಬಾಡಮಾರು ಗದ್ದೆಯಲ್ಲಿ ಕ್ರಿಕೆಟ್ ಪಂದ್ಯಾಟ	[43, 894, 248, 944]
lead-story-body	[288, 331, 539, 686]
story-text: ಆರ್ಯಾಪು ಗ್ರಾಮದ ಶೇಕಮಲೆ ದಲಿತ ಕಾಲನಿಗೆ ಕೆಲವು ದಿನಗಳ ಹಿಂದೆ ಶಾಸಕರು ಭೇಟಿ ನೀಡಿ ಸಮಸ್ಯೆಗಳನ್ನು ಆಲಿಸಿದ್ದರು. ಅದರಂತೆ ಕಾಲನಿಯ ರಸ್ತೆ, ಕುಡಿಯುವ ನೀರು ಸೇರಿದಂತೆ ವಿವಿಧ ಅಭಿವೃದ್ಧಿ ಕಾಮಗಾರಿಗಳಿಗೆ ಶಾಸಕ ಅಶೋಕ್ ಕುಮಾರ್ ರೈ ಶಿಲಾನ್ಯಾಸ ನೆರವೇರಿಸಿ ಚಾಲನೆ ನೀಡಿದರು. ಜಾಗ ಬಿಟ್ಟುಕೊಟ್ಟವರಿಗೆ ಸನ್ಮಾನ ನಡೆಯಿತು. ಗ್ರಾ.ಪಂ. ಅಧ್ಯಕ್ಷರು, ಸದಸ್ಯರು, ಕಾಂಗ್ರೆಸ್ ಮುಖಂಡರು ಉಪಸ್ಥಿತರಿದ್ದರು.	[715, 1548, 906, 1665]
story-body	[715, 1547, 1110, 1936]
link-twitter[interactable]: Twitter HosadiganthaWeb	[652, 171, 796, 185]
bottom-story-headlines	[288, 1969, 1492, 2063]
brief-headline: ನಡುಗಲ್ಲು: ಭಜನಾ ಮಂಡಲಿ ಬೆಳ್ಳಿಹಬ್ಬ ಆಮಂತ್ರಣ ಬಿಡುಗಡೆ	[43, 1053, 249, 1103]
door-icon	[107, 206, 136, 252]
stripe-blue	[1095, 1945, 1496, 1957]
link-website[interactable]: website hosadigantha.com	[111, 171, 260, 185]
bottom-photo	[549, 2065, 1008, 2169]
bottom-text: ಸಾಹಿತ್ಯ ಜನಮಾನಸಕ್ಕೆ ತಲುಪಬೇಕು. ಪುಸ್ತಕ ಓದುವ ಪ್ರವೃತ್ತಿ ಬೆಳೆಯಬೇಕು. ಪುಸ್ತಕ ಪ್ರಕಟಣೆಗೆ ಸಹಕಾರ ನೀಡಿದರೆ ಬರಹಗಾರರಿಗೆ ಪ್ರೋತ್ಸಾಹ ಸಿಗಲಿದೆ ಎಂದು ಧರ್ಮದರ್ಶಿ ಡಾ. ಹರಿಕೃಷ್ಣ ಪುನರೂರು ಹೇಳಿದರು. ಕಥಾಬಿಂದು ಪ್ರಕಾಶನ ಮಂಗಳೂರು ಆಶ್ರಯದಲ್ಲಿ ಕಥಾಬಿಂದು ಸಾಹಿತ್ಯ ಸಂಭ್ರಮ -2026 ಕಾರ್ಯಕ್ರಮವನ್ನು ಉದ್ಘಾಟಿಸಿ ಮಾತನಾಡಿದರು. ಕಾರ್ಯಕ್ರಮದಲ್ಲಿ ವಿವಿಧ ಕೃತಿಗಳನ್ನು ಬಿಡುಗಡೆಗೊಳಿಸಲಾಯಿತು. ಸಾಧಕರನ್ನು ಸನ್ಮಾನಿಸಲಾಯಿತು. ರಾಜ್ಯ ಮಟ್ಟದ ಪುರಸ್ಕಾರ ಪ್ರದಾನ ನಡೆಯಿತು. ಕೃತಿಗಳ ಬಿಡುಗಡೆ ನಡೆಯಿತು. ಕವಿಗೋಷ್ಠಿ, ಕಥಾಗೋಷ್ಠಿ ಹಾಗೂ ಸಾಂಸ್ಕೃತಿಕ ಕಾರ್ಯಕ್ರಮಗಳು ನಡೆದವು. ಕಥಾಬಿಂದು ಪ್ರಕಾಶನದ ಪಿ.ವಿ. ಪ್ರದೀಪ್ ಕುಮಾರ್ ಸ್ವಾಗತಿಸಿ ಪ್ರಸ್ತಾವನೆಗೈದರು.	[293, 2069, 540, 2216]
story-body	[1120, 1550, 1492, 1936]
dateline: ಕುಶಾಲನಗರ:	[719, 940, 765, 953]
brand-name: ಸಂಗಮ	[139, 79, 286, 149]
dateline: ಮಂಗಳೂರು:	[43, 322, 91, 336]
brief-headline: ಜ್ಞಾನ ವಿಕಾಸ ಕೇಂದ್ರದ ವಾರ್ಷಿಕೋತ್ಸವ ಕಾರ್ಯಕ್ರಮ	[43, 520, 235, 570]
story-text-continued: ಮಂಗಳೂರು ಮಹಾನಗರ ಪಾಲಿಕೆ ವ್ಯಾಪ್ತಿಯ ವಾರ್ಡ್‌ನಲ್ಲಿ ಶ್ರೀ ಕಾಶೀ ಮಠ ರಸ್ತೆ ನಾಮ ಫಲಕವನ್ನು ಶಾಸಕ ಡಾ. ಭರತ್ ಶೆಟ್ಟಿ ವೈ. ಅವರು ಲೋಕಾರ್ಪಣೆಗೊಳಿಸಿದರು. ಈ ಸಂದರ್ಭ ಮಾಜಿ ಮೇಯರ್, ಪಾಲಿಕೆ ಸದಸ್ಯರು, ದೇವಸ್ಥಾನದ ಆಡಳಿತ ಮೊಕ್ತೇಸರರು, ಸ್ಥಳೀಯ ಮುಖಂಡರು ಉಪಸ್ಥಿತರಿದ್ದರು. ಕಾರ್ಯಕ್ರಮದಲ್ಲಿ ಜಿಎಸ್‌ಬಿ ಸಮಾಜದ ಪ್ರಮುಖರು ಭಾಗವಹಿಸಿದ್ದರು.	[1182, 1551, 1492, 1668]
lead-after-box: ಭವನ ಹಲವಾರು ವರ್ಷಗಳಿಂದ ನನೆಗುದಿಗೆ ಬಿದ್ದಿದ್ದು, ಹೇಳುವವರು ಕೇಳುವವರು ಇಲ್ಲದಂತಾಗಿದೆ ಎಂದು ವಿಷಾದ ವ್ಯಕ್ತಪಡಿಸಿದರು. ಈ	[1025, 623, 1247, 651]
dateline: ಪುತ್ತೂರು:	[293, 937, 328, 949]
bottom-text-continued: ಸಾಹಿತ್ಯ ಜನಮಾನಸಕ್ಕೆ ತಲುಪಬೇಕು. ಪುಸ್ತಕ ಓದುವ ಪ್ರವೃತ್ತಿ ಬೆಳೆಯಬೇಕು. ಪುಸ್ತಕ ಪ್ರಕಟಣೆಗೆ ಸಹಕಾರ ನೀಡಿದರೆ ಬರಹಗಾರರಿಗೆ ಪ್ರೋತ್ಸಾಹ ಸಿಗಲಿದೆ ಎಂದು ಧರ್ಮದರ್ಶಿ ಡಾ. ಹರಿಕೃಷ್ಣ ಪುನರೂರು ಹೇಳಿದರು. ಕಥಾಬಿಂದು ಪ್ರಕಾಶನ ಮಂಗಳೂರು ಆಶ್ರಯದಲ್ಲಿ ಕಥಾಬಿಂದು ಸಾಹಿತ್ಯ ಸಂಭ್ರಮ -2026 ಕಾರ್ಯಕ್ರಮವನ್ನು ಉದ್ಘಾಟಿಸಿ ಮಾತನಾಡಿದರು. ಕಾರ್ಯಕ್ರಮದಲ್ಲಿ ವಿವಿಧ ಕೃತಿಗಳನ್ನು ಬಿಡುಗಡೆಗೊಳಿಸಲಾಯಿತು. ಸಾಧಕರನ್ನು ಸನ್ಮಾನಿಸಲಾಯಿತು. ರಾಜ್ಯ ಮಟ್ಟದ ಪುರಸ್ಕಾರ ಪ್ರದಾನ ನಡೆಯಿತು. ಕೃತಿಗಳ ಬಿಡುಗಡೆ ನಡೆಯಿತು. ಕವಿಗೋಷ್ಠಿ, ಕಥಾಗೋಷ್ಠಿ ಹಾಗೂ ಸಾಂಸ್ಕೃತಿಕ ಕಾರ್ಯಕ್ರಮಗಳು ನಡೆದವು. ಕಥಾಬಿಂದು ಪ್ರಕಾಶನದ ಪಿ.ವಿ. ಪ್ರದೀಪ್ ಕುಮಾರ್ ಸ್ವಾಗತಿಸಿ ಪ್ರಸ್ತಾವನೆಗೈದರು.	[1017, 2069, 1492, 2156]
edition-badge: ಪುಟ ಸಂಖ್ಯೆ	[43, 167, 101, 190]
dateline: ಸುರತ್ಕಲ್:	[1120, 1551, 1155, 1563]
